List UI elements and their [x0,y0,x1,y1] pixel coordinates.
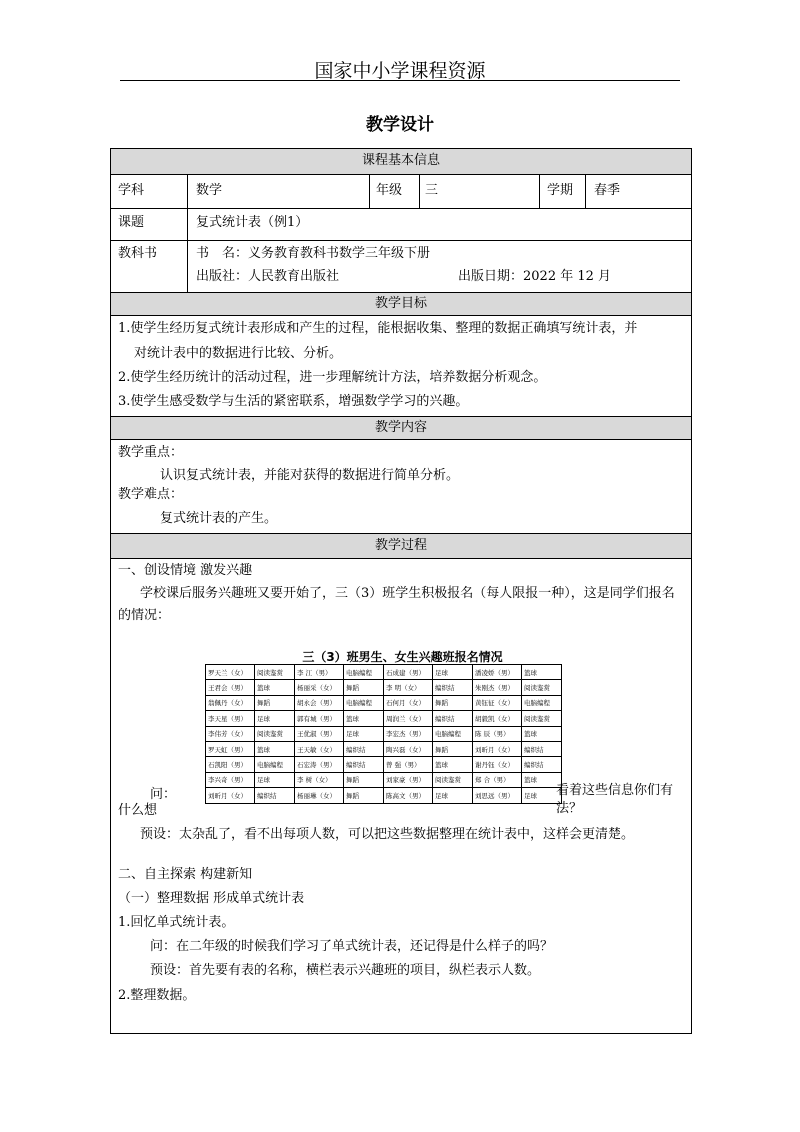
roster-class-cell: 阅读鉴赏 [522,680,562,695]
roster-student-cell: 石何月（女） [384,695,433,710]
roster-class-cell: 舞蹈 [433,741,473,756]
col-divider [369,175,370,208]
roster-student-cell: 王天敏（女） [295,741,344,756]
question-2: 问：在二年级的时候我们学习了单式统计表，还记得是什么样子的吗？ [150,939,554,954]
objective-item: 3.使学生感受数学与生活的紧密联系，增强数学学习的兴趣。 [118,394,469,409]
roster-class-cell: 篮球 [433,757,473,772]
roster-class-cell: 阅读鉴赏 [255,726,295,741]
roster-class-cell: 舞蹈 [255,695,295,710]
part1-paragraph: 学校课后服务兴趣班又要开始了，三（3）班学生积极报名（每人限报一种），这是同学们报名的情况： [118,586,675,623]
section-content: 教学内容 [110,416,692,440]
roster-class-cell: 舞蹈 [344,680,384,695]
col-divider [585,175,586,208]
preset-2: 预设：首先要有表的名称，横栏表示兴趣班的项目，纵栏表示人数。 [150,963,541,978]
col-divider [187,175,188,293]
roster-student-cell: 李 江（男） [295,665,344,680]
roster-student-cell: 潘凌娇（男） [473,665,522,680]
roster-class-cell: 编织结 [344,741,384,756]
roster-class-cell: 阅读鉴赏 [255,665,295,680]
roster-student-cell: 杨丽采（女） [295,680,344,695]
section-objectives: 教学目标 [110,292,692,316]
textbook-date: 出版日期：2022 年 12 月 [458,269,612,284]
roster-class-cell: 足球 [433,788,473,803]
roster-class-cell: 舞蹈 [344,788,384,803]
roster-student-cell: 李 明（女） [384,680,433,695]
roster-class-cell: 电脑编程 [522,695,562,710]
roster-student-cell: 朱刚杰（男） [473,680,522,695]
roster-row [206,772,562,787]
step-2: 2.整理数据。 [118,988,196,1003]
term-label: 学期 [547,183,574,198]
difficulty-text: 复式统计表的产生。 [160,511,278,526]
question-left: 问： [150,787,177,802]
roster-class-cell: 舞蹈 [433,695,473,710]
roster-student-cell: 胡永会（男） [295,695,344,710]
roster-student-cell: 郑 合（男） [473,772,522,787]
roster-class-cell: 电脑编程 [344,695,384,710]
roster-student-cell: 周润兰（女） [384,711,433,726]
roster-class-cell: 编织结 [344,757,384,772]
roster-student-cell: 杨丽琳（女） [295,788,344,803]
roster-class-cell: 足球 [344,726,384,741]
roster-table [205,664,562,804]
roster-student-cell: 李天星（男） [206,711,255,726]
preset-1: 预设：太杂乱了，看不出每项人数，可以把这些数据整理在统计表中，这样会更清楚。 [140,827,635,842]
subject-value: 数学 [196,183,223,198]
header-title: 国家中小学课程资源 [314,60,486,82]
roster-class-cell: 篮球 [522,772,562,787]
roster-class-cell: 编织结 [522,741,562,756]
key-point-text: 认识复式统计表，并能对获得的数据进行简单分析。 [160,468,460,483]
roster-row [206,711,562,726]
roster-student-cell: 郭有城（男） [295,711,344,726]
objective-item: 1.使学生经历复式统计表形成和产生的过程，能根据收集、整理的数据正确填写统计表，并 [118,321,638,336]
objective-item: 2.使学生经历统计的活动过程，进一步理解统计方法，培养数据分析观念。 [118,370,547,385]
grade-value: 三 [425,183,439,198]
subject-label: 学科 [118,183,145,198]
difficulty-label: 教学难点： [118,487,184,502]
roster-student-cell: 石凯阳（男） [206,757,255,772]
objective-item: 对统计表中的数据进行比较、分析。 [134,346,343,361]
roster-student-cell: 王优淑（男） [295,726,344,741]
roster-student-cell: 石宏涛（男） [295,757,344,772]
sub1-heading: （一）整理数据 形成单式统计表 [118,891,305,906]
roster-class-cell: 篮球 [344,711,384,726]
roster-class-cell: 阅读鉴赏 [522,711,562,726]
roster-row [206,757,562,772]
col-divider [539,175,540,208]
part2-heading: 二、自主探索 构建新知 [118,867,253,882]
roster-class-cell: 电脑编程 [433,726,473,741]
topic-label: 课题 [118,215,145,230]
roster-student-cell: 王君会（男） [206,680,255,695]
roster-class-cell: 电脑编程 [255,757,295,772]
roster-row [206,788,562,803]
roster-student-cell: 陈高文（男） [384,788,433,803]
roster-student-cell: 谢丹钰（女） [473,757,522,772]
section-process: 教学过程 [110,533,692,559]
term-value: 春季 [594,183,621,198]
roster-class-cell: 编织结 [433,680,473,695]
grade-label: 年级 [376,183,403,198]
question-left-2: 什么想 [118,803,158,818]
roster-row [206,665,562,680]
roster-class-cell: 篮球 [522,665,562,680]
roster-class-cell: 阅读鉴赏 [433,772,473,787]
roster-student-cell: 曾 强（男） [384,757,433,772]
roster-class-cell: 编织结 [433,711,473,726]
roster-class-cell: 足球 [255,772,295,787]
roster-student-cell: 陶兴磊（女） [384,741,433,756]
roster-student-cell: 李宏杰（男） [384,726,433,741]
roster-student-cell: 罗天虹（男） [206,741,255,756]
roster-class-cell: 电脑编程 [344,665,384,680]
roster-row [206,680,562,695]
roster-row [206,695,562,710]
roster-student-cell: 李兴奇（男） [206,772,255,787]
roster-class-cell: 篮球 [255,680,295,695]
roster-class-cell: 篮球 [522,726,562,741]
roster-student-cell: 李伟芳（女） [206,726,255,741]
roster-student-cell: 李 树（女） [295,772,344,787]
roster-student-cell: 刘家豪（男） [384,772,433,787]
row-divider [110,240,692,241]
roster-student-cell: 刘思远（男） [473,788,522,803]
roster-class-cell: 舞蹈 [344,772,384,787]
roster-row [206,741,562,756]
roster-student-cell: 胡毅凯（女） [473,711,522,726]
part1-heading: 一、创设情境 激发兴趣 [118,563,253,578]
roster-student-cell: 黄钰征（女） [473,695,522,710]
roster-student-cell: 刘昕月（女） [206,788,255,803]
section-basic-info: 课程基本信息 [110,148,692,175]
question-right: 看着这些信息你们有法？ [556,783,674,816]
key-point-label: 教学重点： [118,445,184,460]
roster-class-cell: 编织结 [255,788,295,803]
roster-student-cell: 刘昕月（女） [473,741,522,756]
roster-class-cell: 篮球 [255,741,295,756]
document-title: 教学设计 [366,115,434,135]
header-divider [120,80,680,81]
roster-student-cell: 石成建（男） [384,665,433,680]
roster-student-cell: 陈 辰（男） [473,726,522,741]
textbook-label: 教科书 [118,246,158,261]
col-divider [419,175,420,208]
roster-student-cell: 罗天兰（女） [206,665,255,680]
roster-student-cell: 翁佩丹（女） [206,695,255,710]
row-divider [110,208,692,209]
roster-class-cell: 足球 [522,788,562,803]
textbook-publisher: 出版社：人民教育出版社 [196,269,340,284]
roster-class-cell: 编织结 [522,757,562,772]
textbook-name: 书 名：义务教育教科书数学三年级下册 [196,246,431,261]
roster-row [206,726,562,741]
roster-class-cell: 足球 [255,711,295,726]
roster-class-cell: 足球 [433,665,473,680]
step-1: 1.回忆单式统计表。 [118,915,235,930]
topic-value: 复式统计表（例1） [196,215,309,230]
roster-title: 三（3）班男生、女生兴趣班报名情况 [302,650,503,664]
